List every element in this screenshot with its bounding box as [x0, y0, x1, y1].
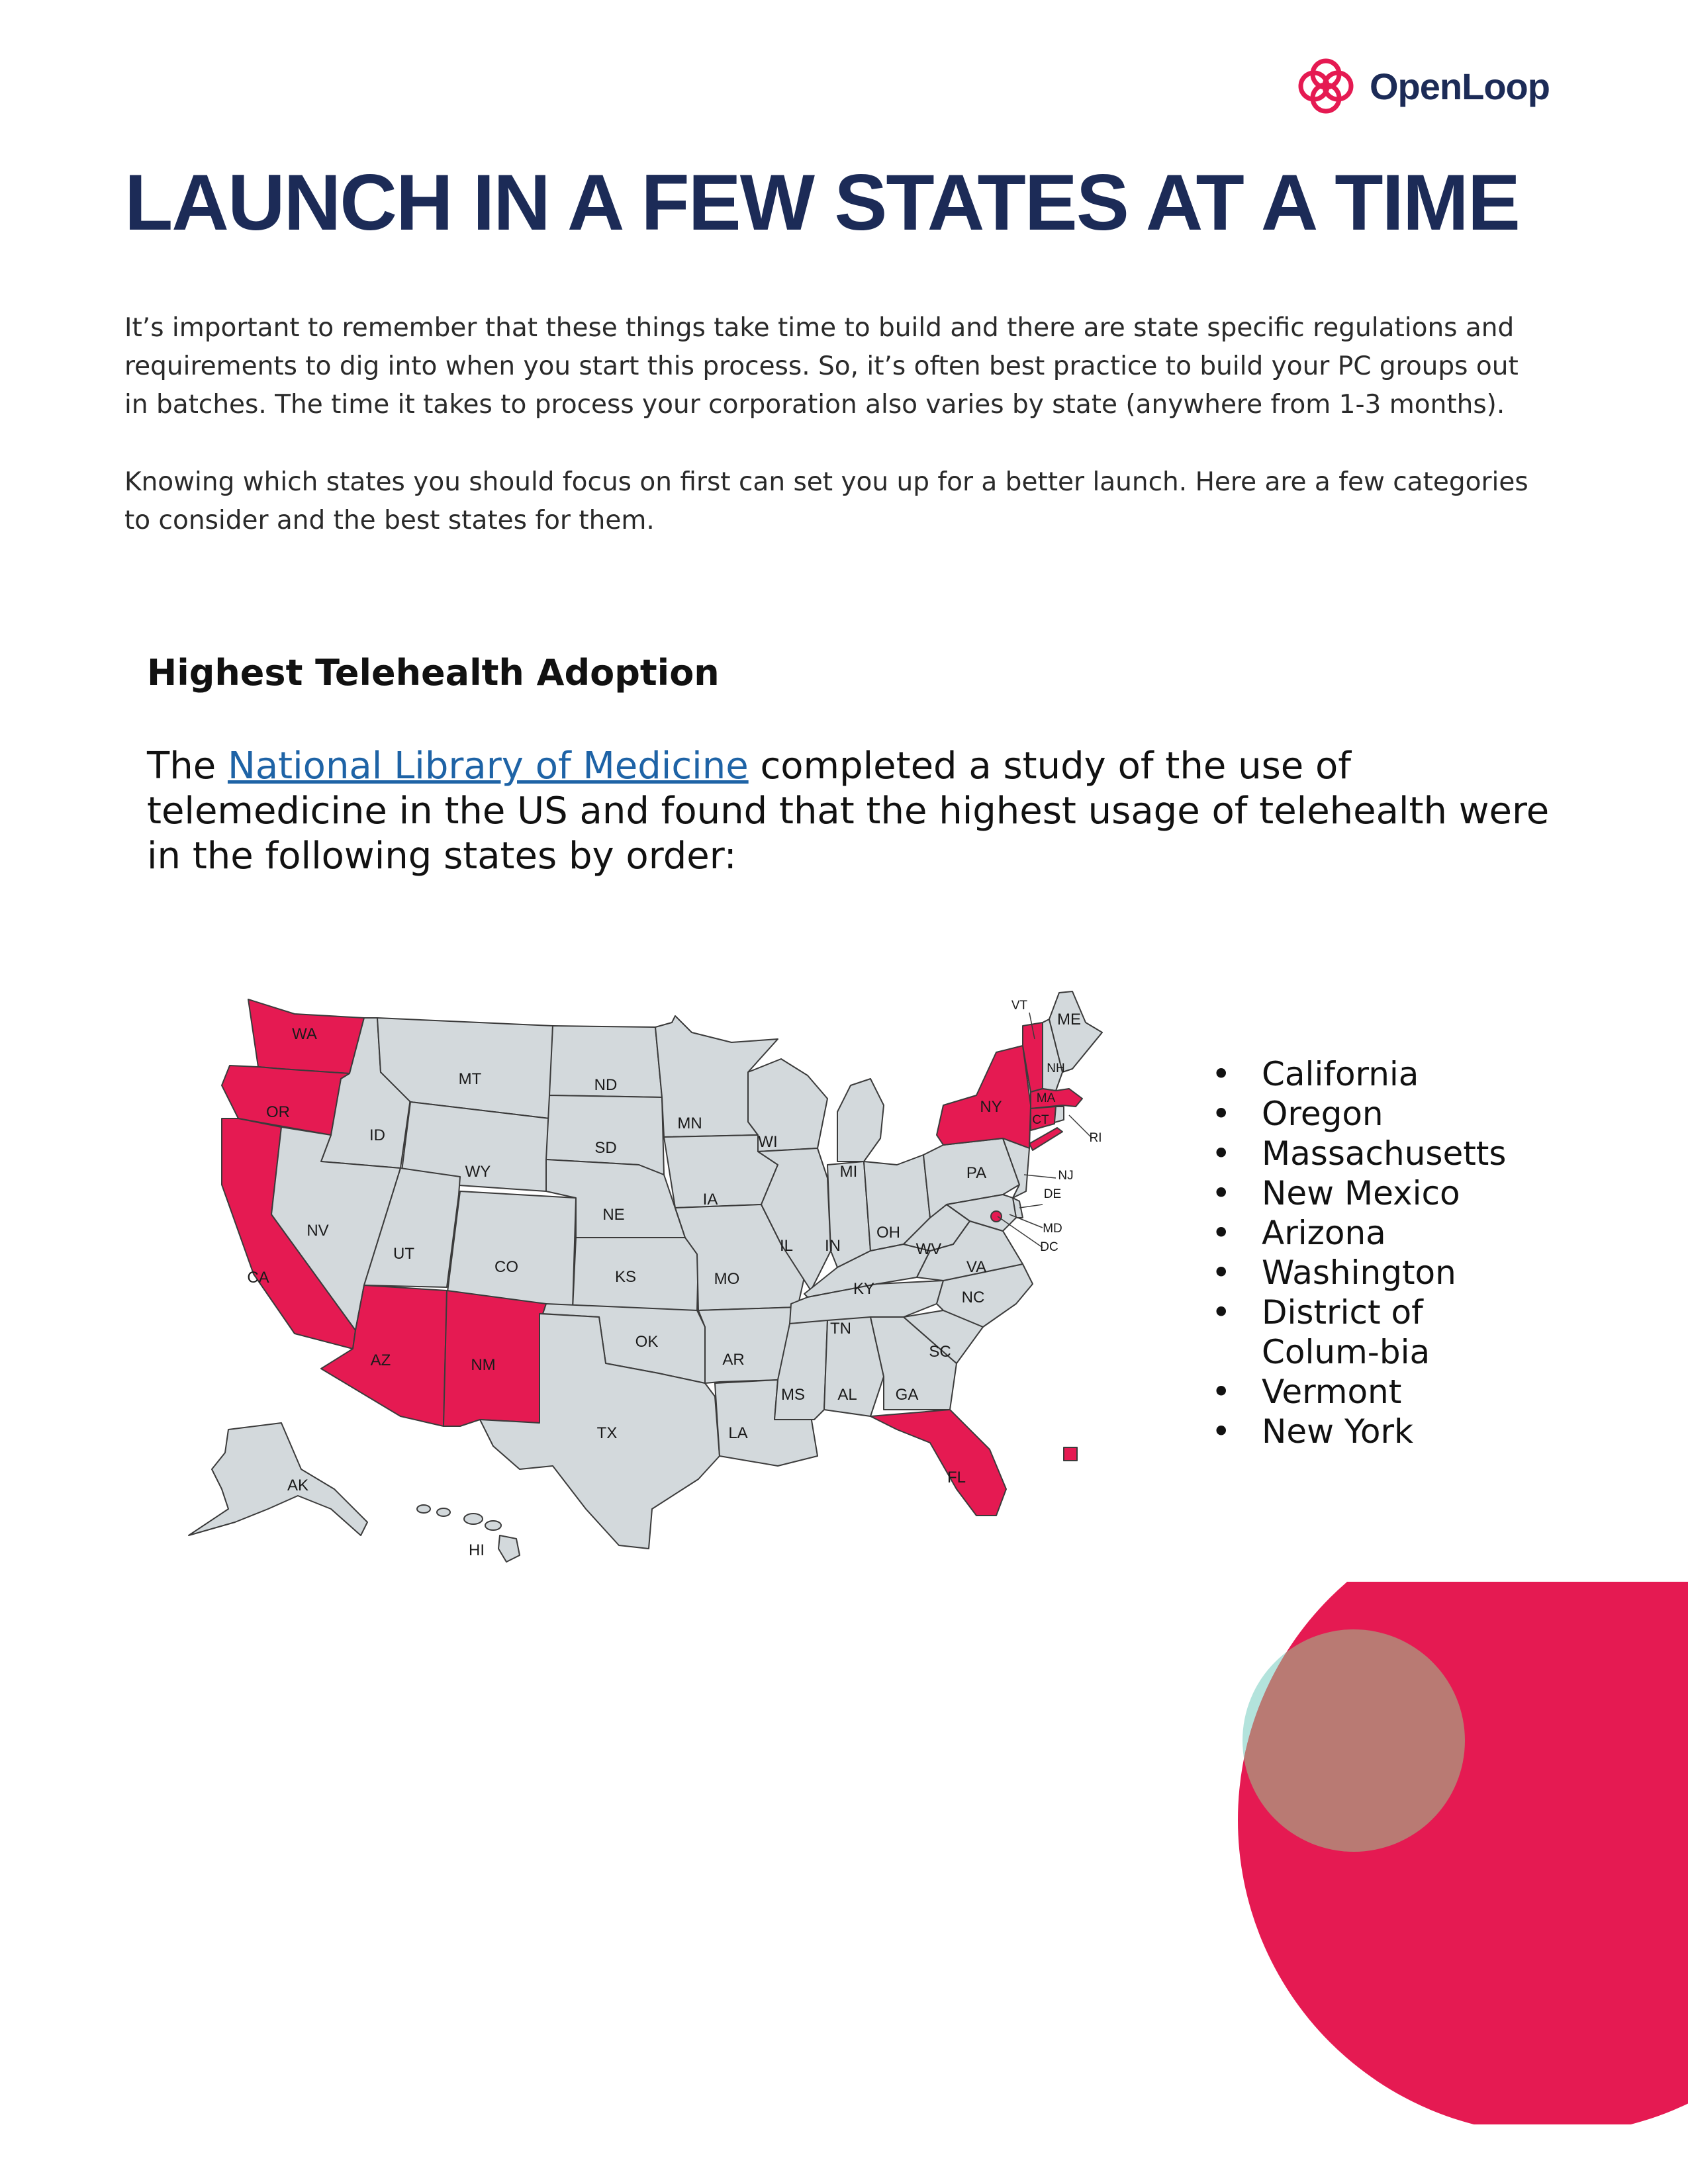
list-item: • California: [1211, 1054, 1593, 1094]
label-or: OR: [266, 1103, 290, 1121]
label-ny: NY: [980, 1098, 1002, 1116]
label-md: MD: [1043, 1222, 1062, 1236]
list-item: • Massachusetts: [1211, 1134, 1593, 1173]
label-ms: MS: [781, 1386, 805, 1404]
label-pa: PA: [966, 1164, 987, 1182]
states-list: [1211, 1054, 1593, 1451]
territory-marker: [1064, 1447, 1077, 1461]
page-title: LAUNCH IN A FEW STATES AT A TIME: [124, 158, 1519, 247]
label-oh: OH: [876, 1224, 900, 1242]
list-item: • New York: [1211, 1412, 1593, 1451]
state-mi: [837, 1079, 884, 1161]
label-ut: UT: [393, 1245, 414, 1263]
state-co: [447, 1191, 576, 1309]
label-wa: WA: [292, 1025, 317, 1043]
openloop-logo: [1294, 54, 1550, 118]
label-ne: NE: [602, 1206, 625, 1224]
state-ny: [937, 1046, 1031, 1148]
label-mi: MI: [839, 1163, 858, 1181]
list-item: • District of Colum-bia: [1211, 1293, 1540, 1372]
study-text: [147, 744, 1577, 879]
label-nj: NJ: [1058, 1169, 1074, 1183]
label-ks: KS: [614, 1268, 637, 1286]
label-co: CO: [494, 1258, 518, 1276]
label-nm: NM: [471, 1356, 496, 1374]
label-ok: OK: [635, 1333, 659, 1351]
brand-name: OpenLoop: [1370, 65, 1550, 107]
label-wi: WI: [758, 1133, 778, 1151]
focus-paragraph: Knowing which states you should focus on first can set you up for a better launch. Here are a few categories to consider and the best states for them.: [124, 467, 1528, 535]
list-item: • Vermont: [1211, 1372, 1593, 1412]
state-ak: [189, 1423, 367, 1535]
national-library-link[interactable]: National Library of Medicine: [227, 745, 749, 788]
label-ca: CA: [247, 1269, 269, 1287]
label-tx: TX: [596, 1424, 618, 1442]
label-mo: MO: [714, 1270, 740, 1288]
label-hi: HI: [469, 1541, 485, 1559]
label-tn: TN: [830, 1320, 851, 1338]
state-ny-long-island: [1029, 1128, 1062, 1150]
label-ar: AR: [722, 1351, 745, 1369]
label-nc: NC: [961, 1289, 985, 1306]
label-sc: SC: [929, 1343, 951, 1361]
label-va: VA: [966, 1258, 987, 1276]
label-nd: ND: [594, 1076, 618, 1094]
label-dc: DC: [1040, 1240, 1058, 1254]
label-la: LA: [728, 1424, 748, 1442]
list-item: • Washington: [1211, 1253, 1593, 1293]
label-wv: WV: [915, 1240, 942, 1258]
state-ri: [1055, 1107, 1064, 1122]
label-ri: RI: [1089, 1131, 1102, 1145]
label-ga: GA: [895, 1386, 919, 1404]
label-al: AL: [837, 1386, 857, 1404]
label-ia: IA: [702, 1191, 718, 1208]
interlocking-rings-icon: [1294, 54, 1358, 118]
study-suffix: completed a study of the use of telemedicine in the US and found that the highest usage of telehealth were in the following states by order:: [147, 745, 1550, 878]
label-nh: NH: [1047, 1062, 1065, 1075]
intro-paragraph: It’s important to remember that these things take time to build and there are state specific regulations and requirements to dig into when you start this process. So, it’s often best practice to build your PC groups out in batches. The time it takes to process your corporation also varies by state (anywhere from 1-3 months).: [124, 313, 1519, 420]
section-heading: Highest Telehealth Adoption: [147, 652, 720, 694]
label-wy: WY: [465, 1163, 491, 1181]
label-ct: CT: [1032, 1113, 1049, 1127]
label-me: ME: [1057, 1011, 1081, 1028]
study-prefix: The: [147, 745, 228, 788]
label-in: IN: [825, 1237, 841, 1255]
list-item: • Oregon: [1211, 1094, 1593, 1134]
list-item: • New Mexico: [1211, 1173, 1593, 1213]
state-fl: [870, 1410, 1006, 1516]
decorative-circles: [1238, 1582, 1688, 2124]
label-de: DE: [1043, 1187, 1062, 1201]
label-sd: SD: [594, 1139, 617, 1157]
label-fl: FL: [947, 1469, 966, 1486]
label-il: IL: [779, 1237, 794, 1255]
label-nv: NV: [306, 1222, 329, 1240]
label-id: ID: [369, 1126, 385, 1144]
label-ky: KY: [853, 1280, 875, 1298]
label-ak: AK: [287, 1477, 309, 1494]
label-vt: VT: [1011, 999, 1028, 1013]
label-az: AZ: [370, 1351, 391, 1369]
label-ma: MA: [1036, 1091, 1056, 1105]
us-states-map: [182, 986, 1129, 1582]
list-item: • Arizona: [1211, 1213, 1593, 1253]
label-mt: MT: [458, 1070, 482, 1088]
state-dc-marker: [991, 1211, 1002, 1222]
label-mn: MN: [677, 1115, 702, 1132]
